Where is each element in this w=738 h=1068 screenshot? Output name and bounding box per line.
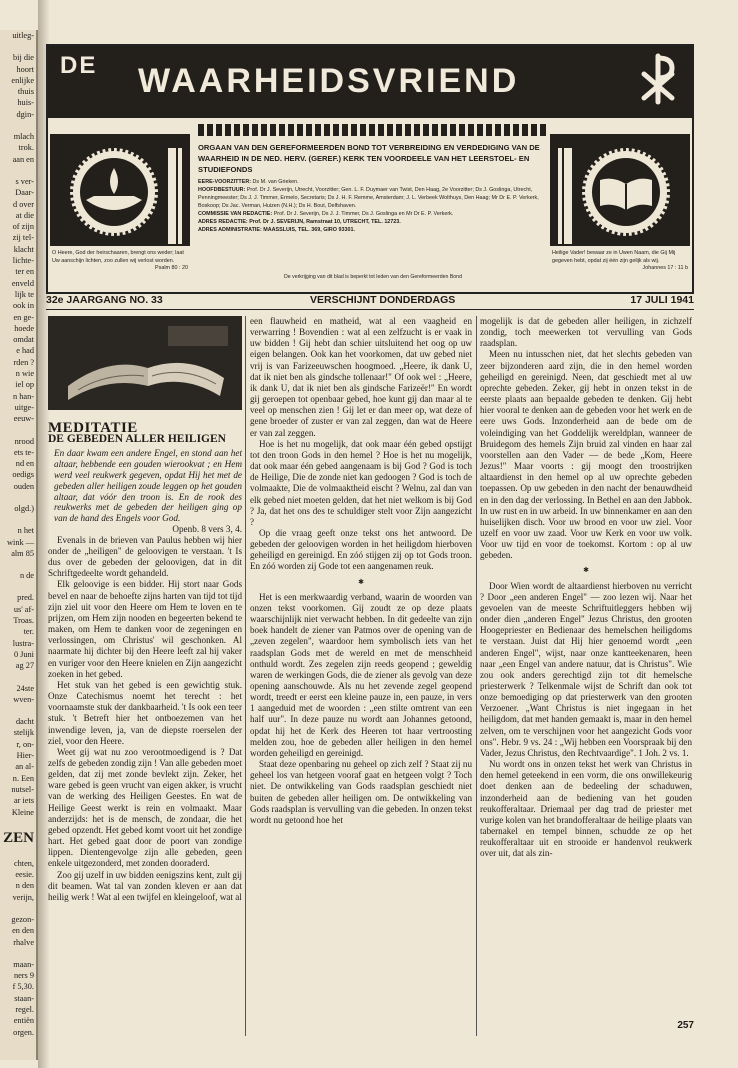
paragraph: Elk geloovige is een bidder. Hij stort naar Gods bevel en naar de behoefte zijns harten van tijd tot tijd zijn ziel uit voor den Heere om Hem te loven en te prijzen, om Hem zijn nooden en begeerten bekend te maken, om Hem te danken voor de zegeningen en verlossingen, om Christus' wil geschonken. Al naarmate hij dichter bij den Heere leeft zal hij vaker en vuriger voor den Heere knielen en Zijn aangezicht zoeken in het gebed. bbox=[48, 579, 242, 679]
paragraph: Evenals in de brieven van Paulus hebben wij hier onder de „heiligen" de geloovigen te verstaan. 't Is dus over de gebeden der geloovigen, dat in dit Schriftgedeelte wordt gehandeld. bbox=[48, 534, 242, 579]
edge-fragment: us' af- bbox=[13, 604, 34, 614]
paragraph: Weet gij wat nu zoo verootmoedigend is ? Dat zelfs de gebeden zondig zijn ! Van alle gebeden moet gelden, dat zij met zonde bevlekt zijn. Zeker, het ware gebed is geen vrucht van eigen akker, is vrucht van de werking des Heiligen Geestes. En wat de Heilige Geest werkt is rein en volmaakt. Maar anderzijds: het is de mensch, de zondaar, die het gebed opzendt. Het gebed komt voort uit het zondige hart. Het gebed gaat door de poort van zondige lippen. Dientengevolge zijn alle gebeden, geen enkele uitgezonderd, met zonden dooraderd. bbox=[48, 746, 242, 869]
edge-fragment: f 5,30. bbox=[12, 982, 34, 992]
edge-fragment: ners 9 bbox=[13, 971, 34, 981]
masthead-title bbox=[60, 52, 520, 101]
edge-fragment: n wie bbox=[15, 369, 34, 379]
edge-fragment: hoede bbox=[14, 323, 34, 333]
commissie-van-redactie bbox=[198, 210, 548, 218]
paragraph: Nu wordt ons in onzen tekst het werk van Christus in den hemel geteekend in een vorm, die ons onwillekeurig doet denken aan de bedeeling der schaduwen, inzonderheid aan de bediening van het gouden reukofferaltaar. Driemaal per dag trad de priester met vurige kolen van het brandofferaltaar de heilige plaats van tabernakel en tempel binnen, schudde ze op het reukofferaltaar uit en strooide er handenvol reukwerk over uit, dat als zin- bbox=[480, 759, 692, 859]
paragraph: Door Wien wordt de altaardienst hierboven nu verricht ? Door „een anderen Engel" — zoo lezen wij. Naar het gevoelen van de meeste Schriftuitleggers hebben wij onder dien „anderen Engel" Jezus Christus, den grooten Hoogepriester en Bedienaar des hemelschen heiligdoms te verstaan. Juist dat Hij hier genoemd wordt „een anderen Engel", wijst, naar onze kantteekenaren, heen naar „een Engel van andere natuur, dat is Christus". Wie zou ook anders gerechtigd zijn tot dit hemelsche priesterwerk ? Telkenmale wijst de Schrift dan ook tot onze bemoediging op dat priesterwerk van den grooten Verzoener. „Want Christus is niet ingegaan in het heiligdom, dat met handen gemaakt is, maar in den hemel zelven, om te verschijnen voor het aangezicht Gods voor ons". Hebr. 9 vs. 24 : „Wij hebben een Voorspraak bij den Vader, Jezus Christus, den Rechtvaardige". 1 Joh. 2 vs. 1. bbox=[480, 580, 692, 758]
edge-fragment: ZEN bbox=[3, 829, 34, 846]
edge-fragment: wven- bbox=[13, 694, 34, 704]
edge-fragment: ouden bbox=[13, 481, 34, 491]
motto-ref: Openb. 8 vers 3, 4. bbox=[172, 524, 242, 535]
quote-psalm bbox=[52, 250, 188, 273]
edge-fragment: en den bbox=[12, 926, 34, 936]
edge-fragment: of zijn bbox=[12, 222, 34, 232]
hoofdbestuur bbox=[198, 186, 548, 210]
page-number: 257 bbox=[677, 1020, 694, 1031]
quote-left-ref: Psalm 80 : 20 bbox=[155, 265, 188, 272]
edge-fragment: eeuw- bbox=[13, 414, 34, 424]
verkrijging-note: De verkrijging van dit blad is beperkt tot leden van den Gereformeerden Bond bbox=[284, 274, 462, 280]
edge-fragment: regel. bbox=[15, 1005, 34, 1015]
edge-fragment: gezon- bbox=[11, 915, 34, 924]
edge-fragment: n han- bbox=[13, 391, 34, 401]
edge-fragment: thuis bbox=[17, 87, 34, 97]
masthead-subtitle: ORGAAN VAN DEN GEREFORMEERDEN BOND TOT VERBREIDING EN VERDEDIGING VAN DE WAARHEID IN DE NED. HERV. (GEREF.) KERK TEN VOORDEELE VAN HET LEERSTOEL- EN STUDIEFONDS bbox=[198, 143, 540, 174]
edge-fragment: trok. bbox=[18, 143, 34, 153]
edge-fragment bbox=[0, 165, 36, 176]
edge-fragment bbox=[0, 514, 36, 525]
edge-fragment: r, on- bbox=[16, 739, 34, 749]
edge-fragment bbox=[0, 948, 36, 959]
masthead bbox=[46, 44, 694, 294]
chi-rho-icon bbox=[634, 50, 682, 106]
edge-fragment: mlach bbox=[13, 132, 34, 142]
edge-fragment: dacht bbox=[16, 717, 34, 727]
edge-fragment: klacht bbox=[13, 244, 34, 254]
edge-fragment: hoort bbox=[16, 64, 34, 74]
paragraph: Op die vraag geeft onze tekst ons het antwoord. De gebeden der geloovigen worden in het heiligdom hierboven geheiligd en gereinigd. En zóó stijgen zij op tot Gods troon. En zóó worden zij Gode tot een aangenamen reuk. bbox=[250, 527, 472, 572]
edge-fragment: rden ? bbox=[13, 357, 34, 367]
edge-fragment: ook in bbox=[13, 301, 34, 311]
adres-administratie: ADRES ADMINISTRATIE: MAASSLUIS, TEL. 369, GIRO 93301. bbox=[198, 227, 355, 233]
edge-fragment: bij die bbox=[13, 53, 34, 63]
edge-fragment: 24ste bbox=[16, 683, 34, 693]
edge-fragment: maan- bbox=[13, 959, 34, 969]
edge-fragment bbox=[0, 41, 36, 52]
edge-fragment: Daar- bbox=[15, 188, 34, 198]
issue-bar bbox=[46, 293, 694, 310]
column-2 bbox=[250, 316, 472, 1036]
edge-fragment: dgin- bbox=[16, 109, 34, 119]
edge-fragment: aan en bbox=[12, 154, 34, 164]
edge-fragment: enveld bbox=[11, 278, 34, 288]
edge-fragment: Troas. bbox=[13, 616, 34, 626]
edge-fragment: ar iets bbox=[13, 796, 34, 806]
paragraph: Het is een merkwaardig verband, waarin de woorden van onzen tekst voorkomen. Gij zoudt ze op deze plaats waarschijnlijk niet verwacht hebben. In dit gedeelte van zijn boek handelt de ziener van Patmos over de opening van de „zeven zegelen", waardoor hem symbolisch iets van het raadsplan Gods met de wereld en met de menschheid onthuld wordt. Zes zegelen zijn reeds geopend ; geweldig waren de werkingen Gods, die de ziener als gevolg van deze opening aanschouwde. Als nu het zevende zegel geopend wordt, treedt er eerst een kleine pauze in, een pauze, in vers 1 aangeduid met de woorden : „een stilte omtrent van een half uur". In deze pauze nu wordt aan Johannes getoond, opdat hij het de Kerk des Heeren tot haar vertroosting melden zou, hoe de gebeden aller heiligen in den hemel worden geheiligd en gereinigd. bbox=[250, 591, 472, 758]
edge-fragment bbox=[0, 847, 36, 858]
edge-fragment: stelijk bbox=[13, 728, 34, 738]
edge-fragment: nrood bbox=[14, 436, 34, 446]
verschijnt: VERSCHIJNT DONDERDAGS bbox=[310, 294, 456, 306]
edge-fragment: uitge- bbox=[14, 402, 34, 412]
edge-fragment: rhalve bbox=[13, 937, 34, 947]
edge-fragment: eesie. bbox=[15, 870, 34, 880]
masthead-body bbox=[198, 142, 548, 234]
edge-fragment bbox=[0, 903, 36, 914]
edge-fragment bbox=[0, 581, 36, 592]
edge-fragment: Hier- bbox=[16, 751, 34, 761]
edge-fragment: iel op bbox=[15, 380, 34, 390]
edge-fragment: ag 27 bbox=[15, 661, 34, 671]
open-book-illustration bbox=[48, 316, 242, 410]
edge-fragment: olgd.) bbox=[14, 503, 34, 513]
edge-fragment: Kleine bbox=[11, 807, 34, 817]
edge-fragment: alm 85 bbox=[11, 548, 34, 558]
paragraph: Zoo gij uzelf in uw bidden eenigszins kent, zult gij dit beamen. Wat tal van zonden kleven er aan dat heilig werk ! Wat al een twijfel en kleingeloof, wat al bbox=[48, 869, 242, 902]
edge-fragment: lichte- bbox=[12, 256, 34, 266]
paragraph: Het stuk van het gebed is een gewichtig stuk. Onze Catechismus noemt het terecht : het voornaamste stuk der dankbaarheid. 't Is ook een teer stuk. 't Betreft hier het ontboezemen van het inwendige leven, ja, van de diepste roerselen der ziel, voor den Heere. bbox=[48, 679, 242, 746]
edge-fragment: huis- bbox=[17, 98, 34, 108]
motto-text: En daar kwam een andere Engel, en stond aan het altaar, hebbende een gouden wierookvat ; en Hem werd veel reukwerk gegeven, opdat Hij het met de gebeden aller heiligen zoude leggen op het gouden altaar, dat vóór den troon is. En de rook des reukwerks met de gebeden der heiligen ging op van de hand des Engels voor God. bbox=[54, 448, 242, 524]
edge-fragment: at die bbox=[15, 210, 34, 220]
quote-right-text: Heilige Vader! bewaar ze in Uwen Naam, die Gij Mij gegeven hebt, opdat zij één zijn gelijk als wij. bbox=[552, 250, 676, 264]
masthead-band bbox=[48, 46, 692, 118]
edge-fragment: omdat bbox=[13, 335, 34, 345]
paragraph: een flauwheid en matheid, wat al een vaagheid en verwarring ! Bovendien : wat al een zelfzucht is er vaak in uw bidden ! Gij hebt dan schier uitsluitend het oog op uw eigen belangen. Ook kan het voorkomen, dat uw gebed niet vrij is van Farizeeuwschen hoogmoed. „Heere, ik dank U, dat ik niet ben als gindsche tollenaar!" Of ook wel : „Heere, ik dank U, dat ik niet ben als gindsche Farizeër!" En wordt gij geroepen tot openbaar gebed, hoe kunt gij dan maar al te veel op menschen zien ! Gij let er dan meer op, wat deze of gene broeder of zuster er van zal zeggen, dan wat de Heere er van zal zeggen. bbox=[250, 316, 472, 438]
quote-left-text: O Heere, God der heirschaaren, brengt ons weder; laat Uw aanschijn lichten, zoo zullen wij verlost worden. bbox=[52, 250, 184, 264]
edge-fragment bbox=[0, 425, 36, 436]
quote-right-ref: Johannes 17 : 11 b bbox=[642, 265, 688, 272]
edge-fragment bbox=[0, 818, 36, 829]
meditatie-heading: MEDITATIE bbox=[48, 420, 138, 437]
column-3 bbox=[480, 316, 692, 1016]
edge-fragment: s ver- bbox=[15, 176, 34, 186]
issue-date: 17 JULI 1941 bbox=[630, 294, 694, 306]
eere-value: Ds M. van Grieken. bbox=[252, 179, 299, 185]
adjacent-page-edge bbox=[0, 30, 38, 1060]
bestuur-label: HOOFDBESTUUR: bbox=[198, 187, 246, 193]
edge-fragment: verijn, bbox=[12, 892, 34, 902]
meditatie-subheading: DE GEBEDEN ALLER HEILIGEN bbox=[48, 433, 226, 446]
edge-fragment: e had bbox=[16, 346, 34, 356]
adres-redactie: ADRES REDACTIE: Prof. Dr J. SEVERIJN, Ramstraat 10, UTRECHT, TEL. 12723. bbox=[198, 219, 401, 225]
edge-fragment: staan- bbox=[14, 993, 34, 1003]
edge-fragment: lijk te bbox=[14, 289, 34, 299]
meditatie-motto bbox=[48, 448, 242, 535]
edge-fragment: oedigs bbox=[12, 470, 34, 480]
edge-fragment bbox=[0, 492, 36, 503]
edge-fragment: 0 Juni bbox=[13, 649, 34, 659]
eere-label: EERE-VOORZITTER: bbox=[198, 179, 252, 185]
edge-fragment: nutsel- bbox=[11, 784, 34, 794]
paragraph: Meen nu intusschen niet, dat het slechts gebeden van zeer bijzonderen aard zijn, die in den hemel worden geheiligd en gereinigd. Neen, dat geschiedt met al uw oprechte gebeden. Zeker, gij hebt in onzen tekst in de eerste plaats aan bepaalde gebeden te denken. Gij hebt hier vooral te denken aan de gebeden voor het werk en de eere uws Gods. Inzonderheid aan de bede om de voleindiging van het Goddelijk wereldplan, wanneer de Bruidegom des hemels Zijn bruid zal vinden en haar zal voorstellen aan den Vader — de bede „Kom, Heere Jezus!" Maar voorts : gij moogt den troostrijken altaardienst in den hemel op al uw oprechte gebeden toepassen. Op uw gebeden in den nacht der benauwdheid en in den dag der verlossing. In Bethel en aan den Jabbok. In uw rust en in uw arbeid. In uw binnenkamer en aan den huiselijken disch. Voor uw brood en voor uw ziel. Voor uzelf en voor uw zaad. Voor uw Kerk en voor uw volk. Voor uw tijd en voor de toekomst. Kortom : op al uw gebeden. bbox=[480, 349, 692, 561]
commissie-value: Prof. Dr J. Severijn, Ds J. J. Timmer, Ds J. Goslinga en Mr Dr E. P. Verkerk. bbox=[273, 211, 454, 217]
edge-fragment bbox=[0, 672, 36, 683]
jaargang: 32e JAARGANG NO. 33 bbox=[46, 294, 163, 306]
column-rule bbox=[476, 316, 477, 1036]
edge-fragment: chten, bbox=[13, 858, 34, 868]
edge-fragment: d over bbox=[13, 199, 34, 209]
edge-fragment: wink — bbox=[7, 537, 34, 547]
edge-fragment: enlijke bbox=[11, 75, 34, 85]
edge-fragment: zij tel- bbox=[12, 233, 34, 243]
edge-fragment: an al- bbox=[15, 762, 34, 772]
edge-fragment: entiën bbox=[13, 1016, 34, 1026]
edge-fragment bbox=[0, 120, 36, 131]
quote-johannes bbox=[552, 250, 688, 273]
edge-fragment: nd en bbox=[15, 459, 34, 469]
edge-fragment: n den bbox=[15, 881, 34, 891]
edge-fragment: n het bbox=[17, 526, 34, 536]
masthead-title-text: WAARHEIDSVRIEND bbox=[138, 62, 520, 100]
edge-fragment: lustra- bbox=[12, 638, 34, 648]
commissie-label: COMMISSIE VAN REDACTIE: bbox=[198, 211, 273, 217]
bestuur-value: Prof. Dr J. Severijn, Utrecht, Voorzitter; Gen. L. F. Duymaer van Twist, Den Haag, 2e Voorzitter; Ds J. Goslinga, Utrecht, Penningmeester; Ds J. J. Timmer, Ermelo, Secretaris; Ds J. H. F. Remme, Amsterdam; J. L. Verbeek Wolthuys, Den Haag; Mr Dr E. P. Verkerk, Boskoop; Ds Jac. Verman, Huizen (N.H.); Ds H. Bout, Delfshaven. bbox=[198, 187, 539, 209]
column-rule bbox=[245, 316, 246, 1036]
edge-fragment: n. Een bbox=[12, 773, 34, 783]
paragraph: mogelijk is dat de gebeden aller heiligen, in zichzelf zondig, toch meewerken tot vervulling van Gods raadsplan. bbox=[480, 316, 692, 349]
section-divider-star-icon: ✱ bbox=[583, 566, 589, 575]
decorative-stripes bbox=[198, 124, 548, 136]
edge-fragment: uitleg- bbox=[12, 31, 34, 40]
edge-fragment bbox=[0, 705, 36, 716]
edge-fragment: ter. bbox=[23, 627, 34, 637]
edge-fragment: n de bbox=[19, 571, 34, 581]
edge-fragment bbox=[0, 559, 36, 570]
eere-voorzitter bbox=[198, 178, 548, 186]
section-divider-star-icon: ✱ bbox=[358, 577, 364, 586]
masthead-title-prefix: DE bbox=[60, 52, 98, 79]
paragraph: Staat deze openbaring nu geheel op zich zelf ? Staat zij nu geheel los van hetgeen vooraf gaat en hetgeen volgt ? Toch niet. De ontwikkeling van Gods raadsplan geschiedt niet buiten de gebeden aller heiligen om. De ontwikkeling van Gods raadsplan is vervulling van die gebeden. In onzen tekst wordt nu getoond hoe het bbox=[250, 759, 472, 825]
edge-fragment: ter en bbox=[15, 267, 34, 277]
column-1 bbox=[48, 316, 242, 1036]
edge-fragment: en ge- bbox=[13, 312, 34, 322]
edge-fragment: pred. bbox=[17, 593, 34, 603]
paragraph: Hoe is het nu mogelijk, dat ook maar één gebed opstijgt tot den troon Gods in den hemel ? Hoe is het nu mogelijk, dat ook maar één gebed aangenaam is bij God ? God is toch de Heilige, Die de zonde niet kan gedoogen ? God is toch de volmaakte, Die de volmaaktheid eischt ? Welnu, zal dan van elk gebed niet moeten gelden, dat het niet welkom is bij God ? Ja, dat het ons des te schuldiger stelt voor Zijn aangezicht ? bbox=[250, 438, 472, 527]
edge-fragment: orgen. bbox=[13, 1027, 34, 1037]
edge-fragment: ets te- bbox=[13, 447, 34, 457]
